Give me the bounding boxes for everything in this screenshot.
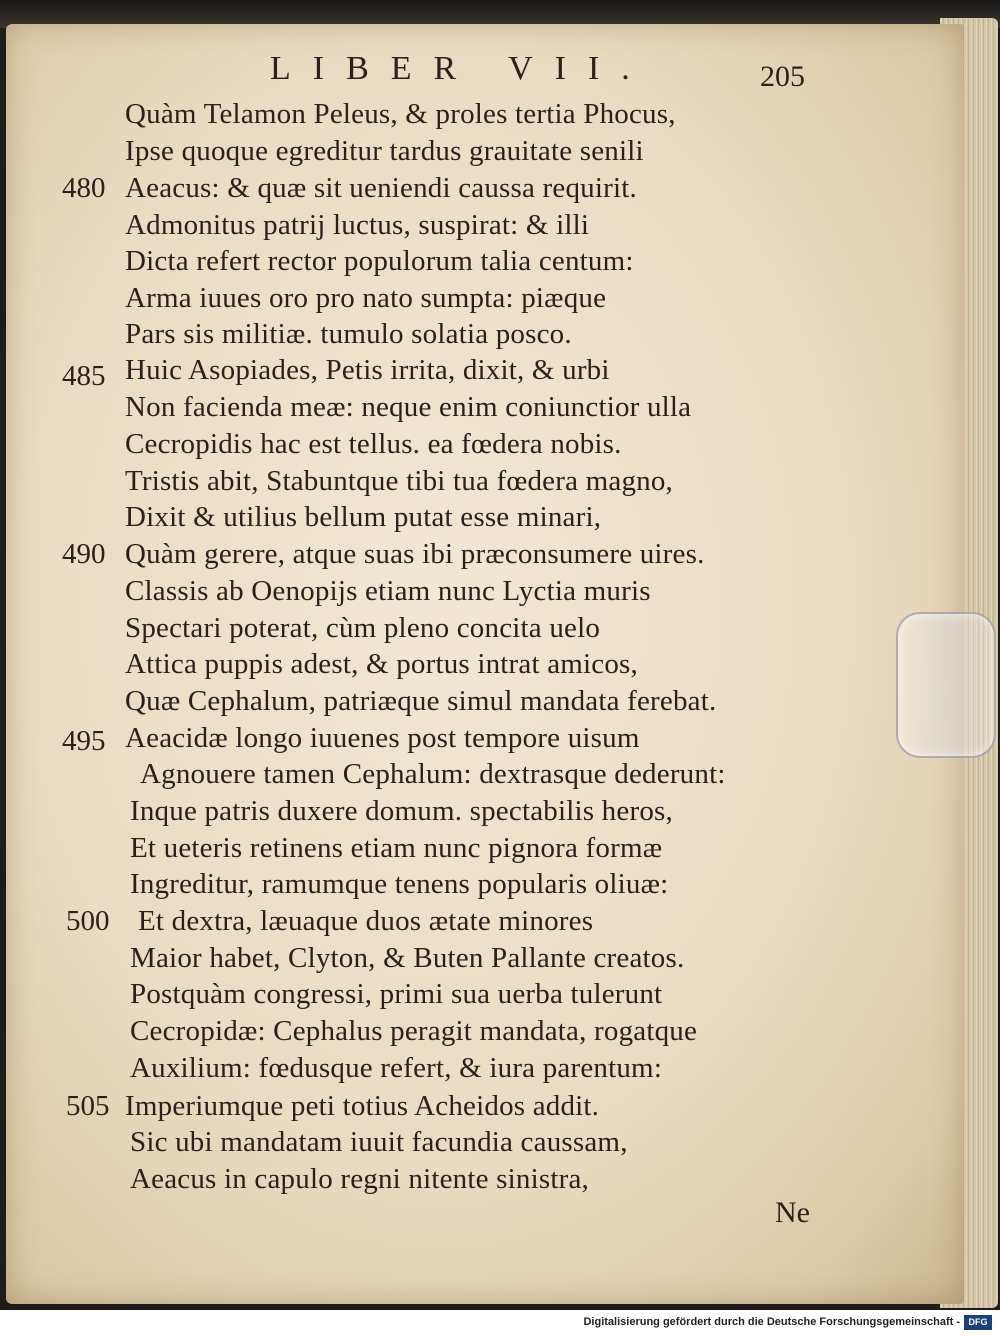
page-number: 205 (760, 60, 805, 93)
verse-line: Aeacidæ longo iuuenes post tempore uisum (125, 722, 640, 754)
verse-line: Quàm gerere, atque suas ibi præconsumere uires. (125, 538, 705, 570)
verse-line: Spectari poterat, cùm pleno concita uelo (125, 612, 601, 644)
verse-line: Attica puppis adest, & portus intrat amicos, (125, 648, 638, 680)
line-number: 495 (62, 725, 106, 757)
verse-line: Et ueteris retinens etiam nunc pignora formæ (130, 832, 663, 864)
verse-line: Ipse quoque egreditur tardus grauitate senili (125, 135, 644, 167)
verse-line: Agnouere tamen Cephalum: dextrasque dederunt: (140, 758, 726, 790)
verse-line: Sic ubi mandatam iuuit facundia caussam, (130, 1126, 628, 1158)
line-number: 505 (66, 1090, 110, 1122)
verse-line: Maior habet, Clyton, & Buten Pallante creatos. (130, 942, 685, 974)
verse-line: Postquàm congressi, primi sua uerba tulerunt (130, 978, 663, 1010)
verse-line: Dixit & utilius bellum putat esse minari, (125, 501, 602, 533)
verse-line: Quàm Telamon Peleus, & proles tertia Phocus, (125, 98, 676, 130)
line-number: 485 (62, 360, 106, 392)
line-number: 500 (66, 905, 110, 937)
verse-line: Imperiumque peti totius Acheidos addit. (125, 1090, 600, 1122)
verse-line: Non facienda meæ: neque enim coniunctior ulla (125, 391, 692, 423)
verse-line: Cecropidis hac est tellus. ea fœdera nobis. (125, 428, 622, 460)
verse-line: Aeacus: & quæ sit ueniendi caussa requirit. (125, 172, 637, 204)
verse-line: Auxilium: fœdusque refert, & iura parentum: (130, 1052, 663, 1084)
verse-line: Dicta refert rector populorum talia centum: (125, 245, 634, 277)
verse-line: Et dextra, læuaque duos ætate minores (138, 905, 594, 937)
verse-line: Quæ Cephalum, patriæque simul mandata ferebat. (125, 685, 717, 717)
funding-credit: Digitalisierung gefördert durch die Deutsche Forschungsgemeinschaft - (583, 1316, 960, 1328)
verse-line: Huic Asopiades, Petis irrita, dixit, & urbi (125, 354, 610, 386)
catchword: Ne (775, 1196, 810, 1229)
verse-line: Ingreditur, ramumque tenens popularis oliuæ: (130, 868, 669, 900)
verse-line: Cecropidæ: Cephalus peragit mandata, rogatque (130, 1015, 698, 1047)
running-head: LIBER VII. (270, 50, 652, 87)
dfg-logo-icon: DFG (964, 1315, 992, 1330)
line-number: 490 (62, 538, 106, 570)
verse-line: Pars sis militiæ. tumulo solatia posco. (125, 318, 572, 350)
verse-line: Aeacus in capulo regni nitente sinistra, (130, 1163, 589, 1195)
line-number: 480 (62, 172, 106, 204)
verse-line: Tristis abit, Stabuntque tibi tua fœdera magno, (125, 465, 673, 497)
verse-line: Arma iuues oro pro nato sumpta: piæque (125, 282, 607, 314)
verse-line: Classis ab Oenopijs etiam nunc Lyctia muris (125, 575, 651, 607)
verse-line: Inque patris duxere domum. spectabilis heros, (130, 795, 673, 827)
verse-line: Admonitus patrij luctus, suspirat: & illi (125, 209, 590, 241)
